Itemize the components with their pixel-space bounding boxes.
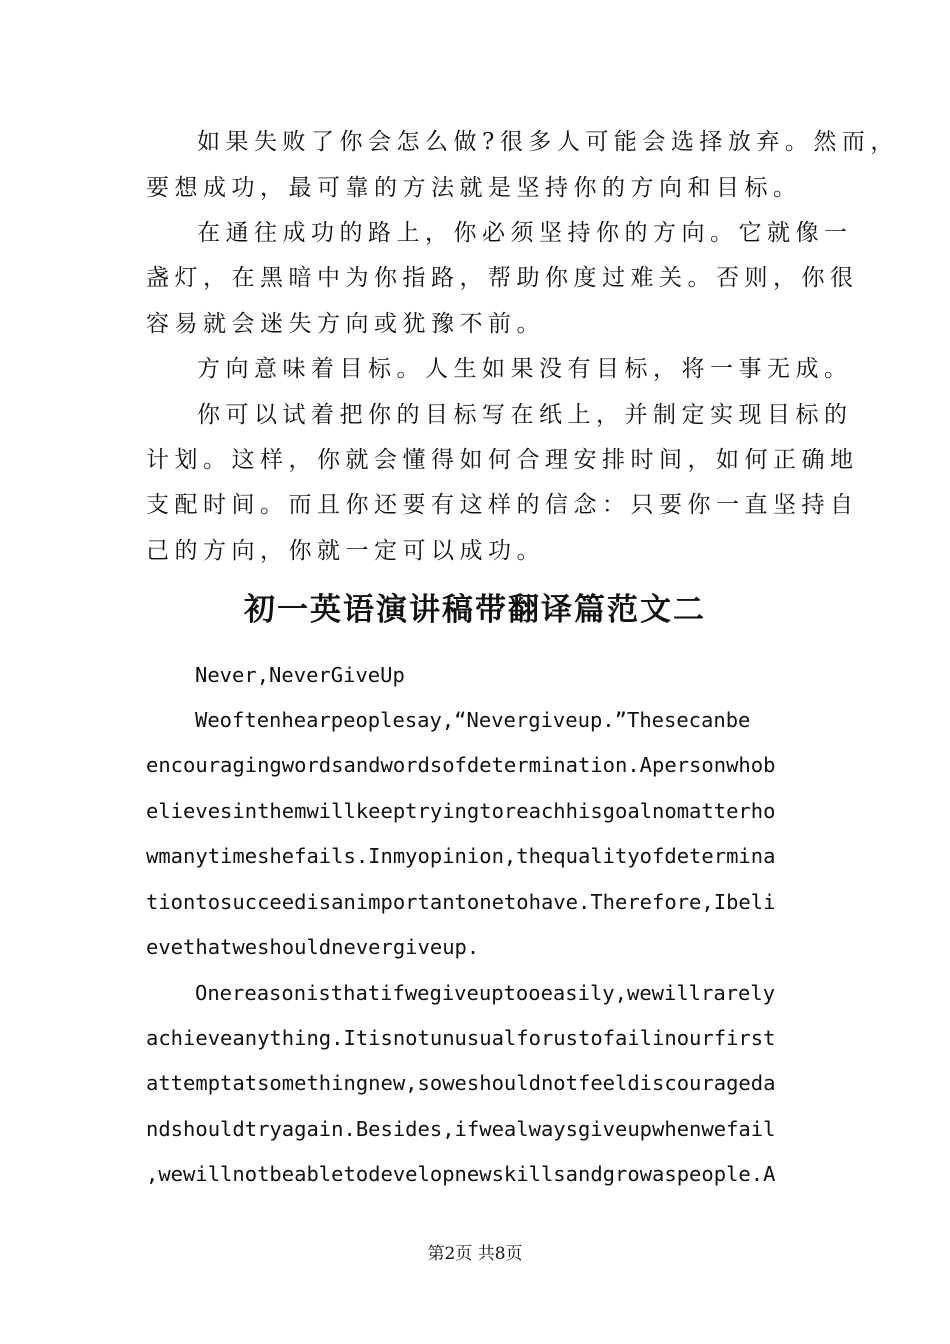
- text-line: 方向意味着目标。人生如果没有目标，将一事无成。: [197, 356, 853, 382]
- text-line: 你可以试着把你的目标写在纸上，并制定实现目标的: [197, 402, 853, 428]
- text-line: tiontosucceedisanimportantonetohave.Therefore,Ibeli: [146, 890, 776, 914]
- text-line: ,wewillnotbeabletodevelopnewskillsandgrowaspeople.A: [146, 1162, 776, 1186]
- text-line: 盏灯，在黑暗中为你指路，帮助你度过难关。否则，你很: [146, 265, 859, 291]
- essay-heading: Never,NeverGiveUp: [195, 663, 405, 687]
- text-line: elievesinthemwillkeeptryingtoreachhisgoalnomatterho: [146, 799, 776, 823]
- text-line: Onereasonisthatifwegiveuptooeasily,wewillrarely: [195, 981, 776, 1005]
- text-line: Weoftenhearpeoplesay,“Nevergiveup.”Thesecanbe: [195, 708, 751, 732]
- text-line: evethatweshouldnevergiveup.: [146, 935, 480, 959]
- text-line: 要想成功，最可靠的方法就是坚持你的方向和目标。: [146, 175, 802, 201]
- text-line: encouragingwordsandwordsofdetermination.Apersonwhob: [146, 753, 776, 777]
- text-line: attemptatsomethingnew,soweshouldnotfeeldiscouragedа: [146, 1071, 776, 1095]
- text-line: 容易就会迷失方向或犹豫不前。: [146, 311, 545, 337]
- text-line: ndshouldtryagain.Besides,ifwealwaysgiveupwhenwefail: [146, 1117, 776, 1141]
- section-title: 初一英语演讲稿带翻译篇范文二: [244, 592, 706, 628]
- text-line: 如果失败了你会怎么做?很多人可能会选择放弃。然而，: [197, 129, 899, 155]
- page-number-footer: 第2页 共8页: [427, 1244, 523, 1264]
- text-line: 支配时间。而且你还要有这样的信念：只要你一直坚持自: [146, 492, 859, 518]
- text-line: 己的方向，你就一定可以成功。: [146, 538, 545, 564]
- text-line: achieveanything.Itisnotunusualforustofailinourfirst: [146, 1026, 776, 1050]
- text-line: 计划。这样，你就会懂得如何合理安排时间，如何正确地: [146, 447, 859, 473]
- text-line: 在通往成功的路上，你必须坚持你的方向。它就像一: [197, 220, 853, 246]
- text-line: wmanytimeshefails.Inmyopinion,thequalityofdetermina: [146, 844, 776, 868]
